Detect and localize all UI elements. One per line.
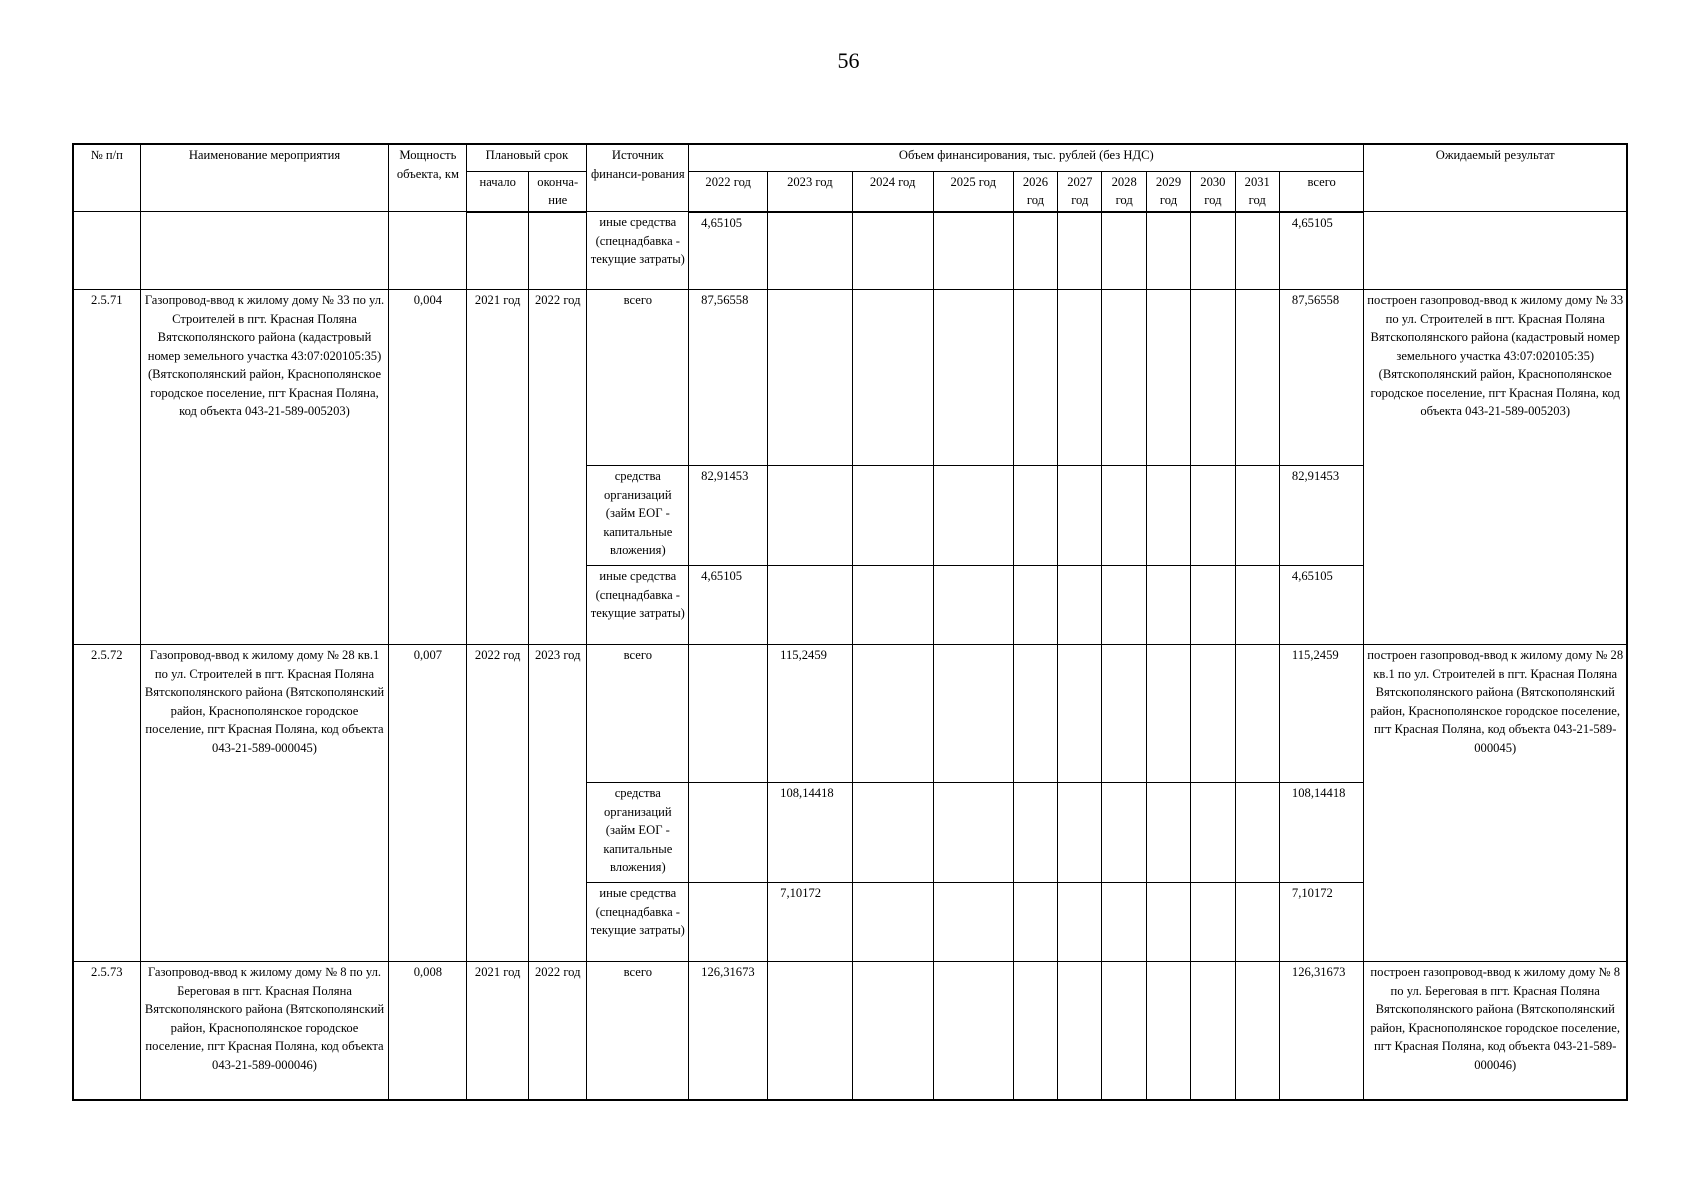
cell-2028 [1102,645,1146,783]
header-year-2027: 2027 год [1058,171,1102,212]
header-no: № п/п [73,144,140,212]
cell-2029 [1146,883,1190,962]
cell-name [140,212,389,290]
cell-source: иные средства (спецнадбавка - текущие затраты) [587,883,689,962]
cell-2028 [1102,466,1146,566]
header-result: Ожидаемый результат [1364,144,1627,212]
cell-2031 [1235,783,1279,883]
cell-2026 [1013,212,1057,290]
cell-2030 [1191,645,1235,783]
cell-2030 [1191,212,1235,290]
cell-2027 [1058,783,1102,883]
header-end: оконча-ние [529,171,587,212]
cell-2031 [1235,212,1279,290]
cell-no: 2.5.73 [73,962,140,1100]
cell-no: 2.5.71 [73,290,140,645]
cell-2023 [768,212,852,290]
cell-2024 [852,883,933,962]
cell-2026 [1013,645,1057,783]
cell-2023: 108,14418 [768,783,852,883]
cell-2024 [852,645,933,783]
cell-result: построен газопровод-ввод к жилому дому № 28 кв.1 по ул. Строителей в пгт. Красная Поляна Вятскополянского района (Вятскополянский район, Краснополянское городское поселение, пгт Красная Поляна, код объекта 043-21-589-000045) [1364,645,1627,962]
cell-2026 [1013,466,1057,566]
cell-2028 [1102,962,1146,1100]
cell-2029 [1146,212,1190,290]
cell-start: 2021 год [467,962,529,1100]
cell-source: всего [587,962,689,1100]
header-year-2030: 2030 год [1191,171,1235,212]
cell-2024 [852,212,933,290]
cell-2031 [1235,290,1279,466]
cell-2031 [1235,645,1279,783]
cell-2022: 4,65105 [689,212,768,290]
cell-start [467,212,529,290]
cell-end: 2022 год [529,962,587,1100]
header-term: Плановый срок [467,144,587,171]
cell-no: 2.5.72 [73,645,140,962]
cell-result [1364,212,1627,290]
cell-total: 108,14418 [1279,783,1364,883]
cell-2030 [1191,566,1235,645]
header-start: начало [467,171,529,212]
cell-2030 [1191,466,1235,566]
cell-source: средства организаций (займ ЕОГ - капитальные вложения) [587,783,689,883]
cell-2031 [1235,883,1279,962]
cell-2027 [1058,566,1102,645]
cell-source: иные средства (спецнадбавка - текущие затраты) [587,566,689,645]
table-header [73,144,1627,212]
cell-2030 [1191,290,1235,466]
cell-2030 [1191,883,1235,962]
cell-2029 [1146,645,1190,783]
cell-2023: 7,10172 [768,883,852,962]
cell-2028 [1102,212,1146,290]
cell-2026 [1013,962,1057,1100]
cell-2022 [689,645,768,783]
cell-start: 2022 год [467,645,529,962]
cell-start: 2021 год [467,290,529,645]
cell-name: Газопровод-ввод к жилому дому № 28 кв.1 по ул. Строителей в пгт. Красная Поляна Вятскополянского района (Вятскополянский район, Краснополянское городское поселение, пгт Красная Поляна, код объекта 043-21-589-000045) [140,645,389,962]
cell-result: построен газопровод-ввод к жилому дому № 33 по ул. Строителей в пгт. Красная Поляна Вятскополянского района (кадастровый номер земельного участка 43:07:020105:35) (Вятскополянский район, Краснополянское городское поселение, пгт Красная Поляна, код объекта 043-21-589-005203) [1364,290,1627,645]
cell-no [73,212,140,290]
cell-total: 126,31673 [1279,962,1364,1100]
cell-2029 [1146,290,1190,466]
cell-2024 [852,290,933,466]
cell-2029 [1146,566,1190,645]
cell-2023 [768,962,852,1100]
cell-2025 [933,962,1013,1100]
cell-2027 [1058,290,1102,466]
cell-2027 [1058,962,1102,1100]
cell-2029 [1146,466,1190,566]
cell-2031 [1235,566,1279,645]
cell-2028 [1102,290,1146,466]
header-year-2024: 2024 год [852,171,933,212]
cell-name: Газопровод-ввод к жилому дому № 33 по ул. Строителей в пгт. Красная Поляна Вятскополянского района (кадастровый номер земельного участка 43:07:020105:35) (Вятскополянский район, Краснополянское городское поселение, пгт Красная Поляна, код объекта 043-21-589-005203) [140,290,389,645]
table-row [73,212,1627,290]
cell-2027 [1058,466,1102,566]
financing-table [72,143,1628,1101]
cell-source: средства организаций (займ ЕОГ - капитальные вложения) [587,466,689,566]
cell-2023: 115,2459 [768,645,852,783]
cell-2029 [1146,962,1190,1100]
cell-2027 [1058,212,1102,290]
cell-power [389,212,467,290]
cell-name: Газопровод-ввод к жилому дому № 8 по ул. Береговая в пгт. Красная Поляна Вятскополянского района (Вятскополянский район, Краснополянское городское поселение, пгт Красная Поляна, код объекта 043-21-589-000046) [140,962,389,1100]
header-year-2023: 2023 год [768,171,852,212]
cell-2026 [1013,290,1057,466]
cell-total: 82,91453 [1279,466,1364,566]
cell-2022 [689,783,768,883]
header-year-2028: 2028 год [1102,171,1146,212]
cell-2031 [1235,962,1279,1100]
cell-2027 [1058,645,1102,783]
cell-2028 [1102,883,1146,962]
cell-2026 [1013,883,1057,962]
cell-2024 [852,466,933,566]
table-row [73,290,1627,466]
cell-2025 [933,783,1013,883]
cell-2023 [768,566,852,645]
cell-total: 7,10172 [1279,883,1364,962]
cell-2031 [1235,466,1279,566]
header-name: Наименование мероприятия [140,144,389,212]
table-row [73,962,1627,1100]
cell-2022: 4,65105 [689,566,768,645]
cell-2025 [933,212,1013,290]
header-year-2029: 2029 год [1146,171,1190,212]
cell-power: 0,007 [389,645,467,962]
header-volume: Объем финансирования, тыс. рублей (без НДС) [689,144,1364,171]
cell-2026 [1013,566,1057,645]
cell-2022: 126,31673 [689,962,768,1100]
header-year-2026: 2026 год [1013,171,1057,212]
table-row [73,645,1627,783]
cell-source: иные средства (спецнадбавка - текущие затраты) [587,212,689,290]
page-number: 56 [837,48,860,73]
cell-2022 [689,883,768,962]
cell-2026 [1013,783,1057,883]
cell-2024 [852,566,933,645]
cell-2022: 87,56558 [689,290,768,466]
cell-2024 [852,783,933,883]
header-year-2031: 2031 год [1235,171,1279,212]
cell-2025 [933,645,1013,783]
cell-2024 [852,962,933,1100]
cell-end: 2023 год [529,645,587,962]
cell-2022: 82,91453 [689,466,768,566]
cell-total: 115,2459 [1279,645,1364,783]
cell-2025 [933,290,1013,466]
cell-power: 0,008 [389,962,467,1100]
header-power: Мощность объекта, км [389,144,467,212]
cell-2027 [1058,883,1102,962]
cell-power: 0,004 [389,290,467,645]
cell-source: всего [587,645,689,783]
cell-end: 2022 год [529,290,587,645]
cell-2028 [1102,566,1146,645]
cell-total: 87,56558 [1279,290,1364,466]
cell-2025 [933,466,1013,566]
cell-2025 [933,566,1013,645]
header-source: Источник финанси-рования [587,144,689,212]
cell-2029 [1146,783,1190,883]
cell-2030 [1191,962,1235,1100]
table-body [73,212,1627,1100]
header-year-2022: 2022 год [689,171,768,212]
header-year-2025: 2025 год [933,171,1013,212]
cell-total: 4,65105 [1279,212,1364,290]
cell-result: построен газопровод-ввод к жилому дому № 8 по ул. Береговая в пгт. Красная Поляна Вятскополянского района (Вятскополянский район, Краснополянское городское поселение, пгт Красная Поляна, код объекта 043-21-589-000046) [1364,962,1627,1100]
cell-source: всего [587,290,689,466]
cell-2030 [1191,783,1235,883]
cell-2025 [933,883,1013,962]
cell-2023 [768,290,852,466]
cell-2023 [768,466,852,566]
cell-end [529,212,587,290]
header-total: всего [1279,171,1364,212]
cell-total: 4,65105 [1279,566,1364,645]
cell-2028 [1102,783,1146,883]
